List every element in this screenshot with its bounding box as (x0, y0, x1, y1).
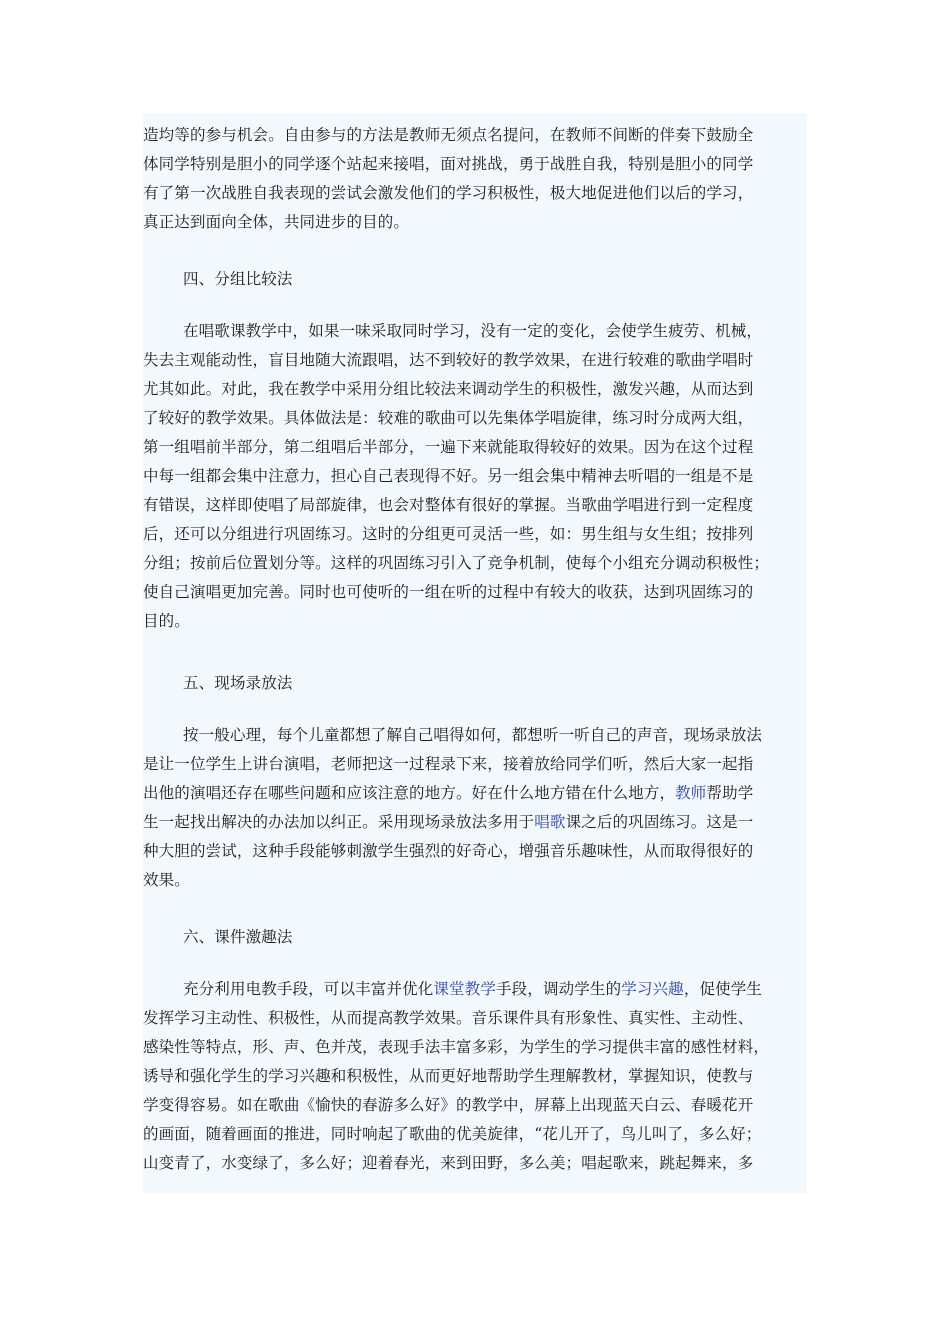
document-page (143, 113, 807, 1193)
text-line: 的画面，随着画面的推进，同时响起了歌曲的优美旋律，“花儿开了，鸟儿叫了，多么好； (143, 1125, 762, 1143)
text-segment: ，促使学生 (683, 980, 763, 998)
link-singing[interactable]: 唱歌 (534, 813, 566, 831)
text-line: 有错误，这样即使唱了局部旋律，也会对整体有很好的掌握。当歌曲学唱进行到一定程度 (143, 496, 754, 514)
text-line: 后，还可以分组进行巩固练习。这时的分组更可灵活一些，如：男生组与女生组；按排列 (143, 525, 754, 543)
link-learning-interest[interactable]: 学习兴趣 (621, 980, 684, 998)
text-line: 分组；按前后位置划分等。这样的巩固练习引入了竞争机制，使每个小组充分调动积极性； (143, 554, 770, 572)
text-line: 使自己演唱更加完善。同时也可使听的一组在听的过程中有较大的收获，达到巩固练习的 (143, 583, 754, 601)
text-line: 造均等的参与机会。自由参与的方法是教师无须点名提问，在教师不间断的伴奏下鼓励全 (143, 126, 754, 144)
text-line: 诱导和强化学生的学习兴趣和积极性，从而更好地帮助学生理解教材，掌握知识，使教与 (143, 1067, 754, 1085)
text-line: 感染性等特点，形、声、色并茂，表现手法丰富多彩，为学生的学习提供丰富的感性材料， (143, 1038, 770, 1056)
text-line: 发挥学习主动性、积极性，从而提高教学效果。音乐课件具有形象性、真实性、主动性、 (143, 1009, 754, 1027)
text-line: 按一般心理，每个儿童都想了解自己唱得如何，都想听一听自己的声音，现场录放法 (183, 726, 763, 744)
link-teacher[interactable]: 教师 (675, 784, 707, 802)
section-heading-4: 四、分组比较法 (183, 270, 293, 288)
text-segment: 充分利用电教手段，可以丰富并优化 (183, 980, 434, 998)
text-line: 学变得容易。如在歌曲《愉快的春游多么好》的教学中，屏幕上出现蓝天白云、春暖花开 (143, 1096, 754, 1114)
text-segment: 帮助学 (706, 784, 754, 802)
text-line: 体同学特别是胆小的同学逐个站起来接唱，面对挑战，勇于战胜自我，特别是胆小的同学 (143, 155, 754, 173)
link-classroom-teaching[interactable]: 课堂教学 (433, 980, 497, 998)
text-line: 山变青了，水变绿了，多么好；迎着春光，来到田野，多么美；唱起歌来，跳起舞来，多 (143, 1154, 754, 1172)
text-line: 种大胆的尝试，这种手段能够刺激学生强烈的好奇心，增强音乐趣味性，从而取得很好的 (143, 842, 754, 860)
text-line: 目的。 (143, 612, 190, 630)
text-line: 失去主观能动性，盲目地随大流跟唱，达不到较好的教学效果，在进行较难的歌曲学唱时 (143, 351, 754, 369)
text-line: 中每一组都会集中注意力，担心自己表现得不好。另一组会集中精神去听唱的一组是不是 (143, 467, 754, 485)
text-segment: 生一起找出解决的办法加以纠正。采用现场录放法多用于 (143, 813, 535, 831)
text-line (183, 979, 762, 999)
text-line: 有了第一次战胜自我表现的尝试会激发他们的学习积极性，极大地促进他们以后的学习， (143, 184, 754, 202)
text-line: 真正达到面向全体，共同进步的目的。 (143, 213, 410, 231)
text-line (143, 812, 753, 832)
section-heading-5: 五、现场录放法 (183, 674, 293, 692)
text-segment: 出他的演唱还存在哪些问题和应该注意的地方。好在什么地方错在什么地方， (143, 784, 676, 802)
text-segment: 课之后的巩固练习。这是一 (565, 813, 754, 831)
text-line: 在唱歌课教学中，如果一味采取同时学习，没有一定的变化，会使学生疲劳、机械， (183, 322, 763, 340)
text-line: 第一组唱前半部分，第二组唱后半部分，一遍下来就能取得较好的效果。因为在这个过程 (143, 438, 754, 456)
text-segment: 手段，调动学生的 (496, 980, 622, 998)
text-line: 效果。 (143, 871, 190, 889)
text-line: 是让一位学生上讲台演唱，老师把这一过程录下来，接着放给同学们听，然后大家一起指 (143, 755, 754, 773)
text-line (143, 783, 753, 803)
text-line: 尤其如此。对此，我在教学中采用分组比较法来调动学生的积极性，激发兴趣，从而达到 (143, 380, 754, 398)
section-heading-6: 六、课件激趣法 (183, 928, 293, 946)
text-line: 了较好的教学效果。具体做法是：较难的歌曲可以先集体学唱旋律，练习时分成两大组， (143, 409, 754, 427)
